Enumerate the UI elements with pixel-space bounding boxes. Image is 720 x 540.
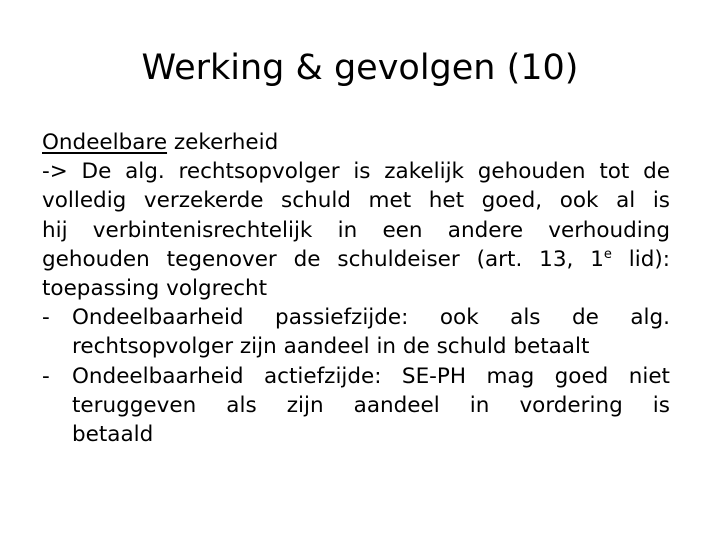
paragraph: [42, 157, 670, 303]
list-item: [42, 303, 670, 361]
slide-body: [42, 128, 670, 449]
paragraph-line-2: volledig verzekerde schuld met het goed, ook al is: [42, 188, 670, 214]
paragraph-line-4: [42, 245, 670, 274]
superscript-e: e: [603, 246, 612, 262]
bullet-dash: -: [42, 305, 50, 331]
paragraph-line-3: hij verbintenisrechtelijk in een andere verhouding: [42, 217, 670, 243]
paragraph-line-4-before: gehouden tegenover de schuldeiser (art. 13, 1: [42, 246, 604, 272]
bullet-1-line-1: Ondeelbaarheid passiefzijde: ook als de alg.: [72, 305, 670, 331]
heading-underlined: Ondeelbare: [42, 130, 168, 155]
bullet-2-line-1: Ondeelbaarheid actiefzijde: SE-PH mag goed niet: [72, 363, 670, 389]
heading-rest: zekerheid: [167, 130, 279, 155]
paragraph-line-5: toepassing volgrecht: [42, 276, 268, 302]
bullet-2-line-3: betaald: [72, 422, 154, 448]
list-item: [42, 362, 670, 450]
section-heading: [42, 128, 670, 157]
bullet-2-line-2: teruggeven als zijn aandeel in vordering is: [72, 392, 670, 418]
paragraph-line-1: -> De alg. rechtsopvolger is zakelijk gehouden tot de: [42, 159, 670, 185]
paragraph-line-4-after: lid):: [611, 246, 671, 272]
bullet-1-line-2: rechtsopvolger zijn aandeel in de schuld betaalt: [72, 334, 590, 360]
slide-title: Werking & gevolgen (10): [141, 48, 579, 88]
bullet-dash: -: [42, 363, 50, 389]
